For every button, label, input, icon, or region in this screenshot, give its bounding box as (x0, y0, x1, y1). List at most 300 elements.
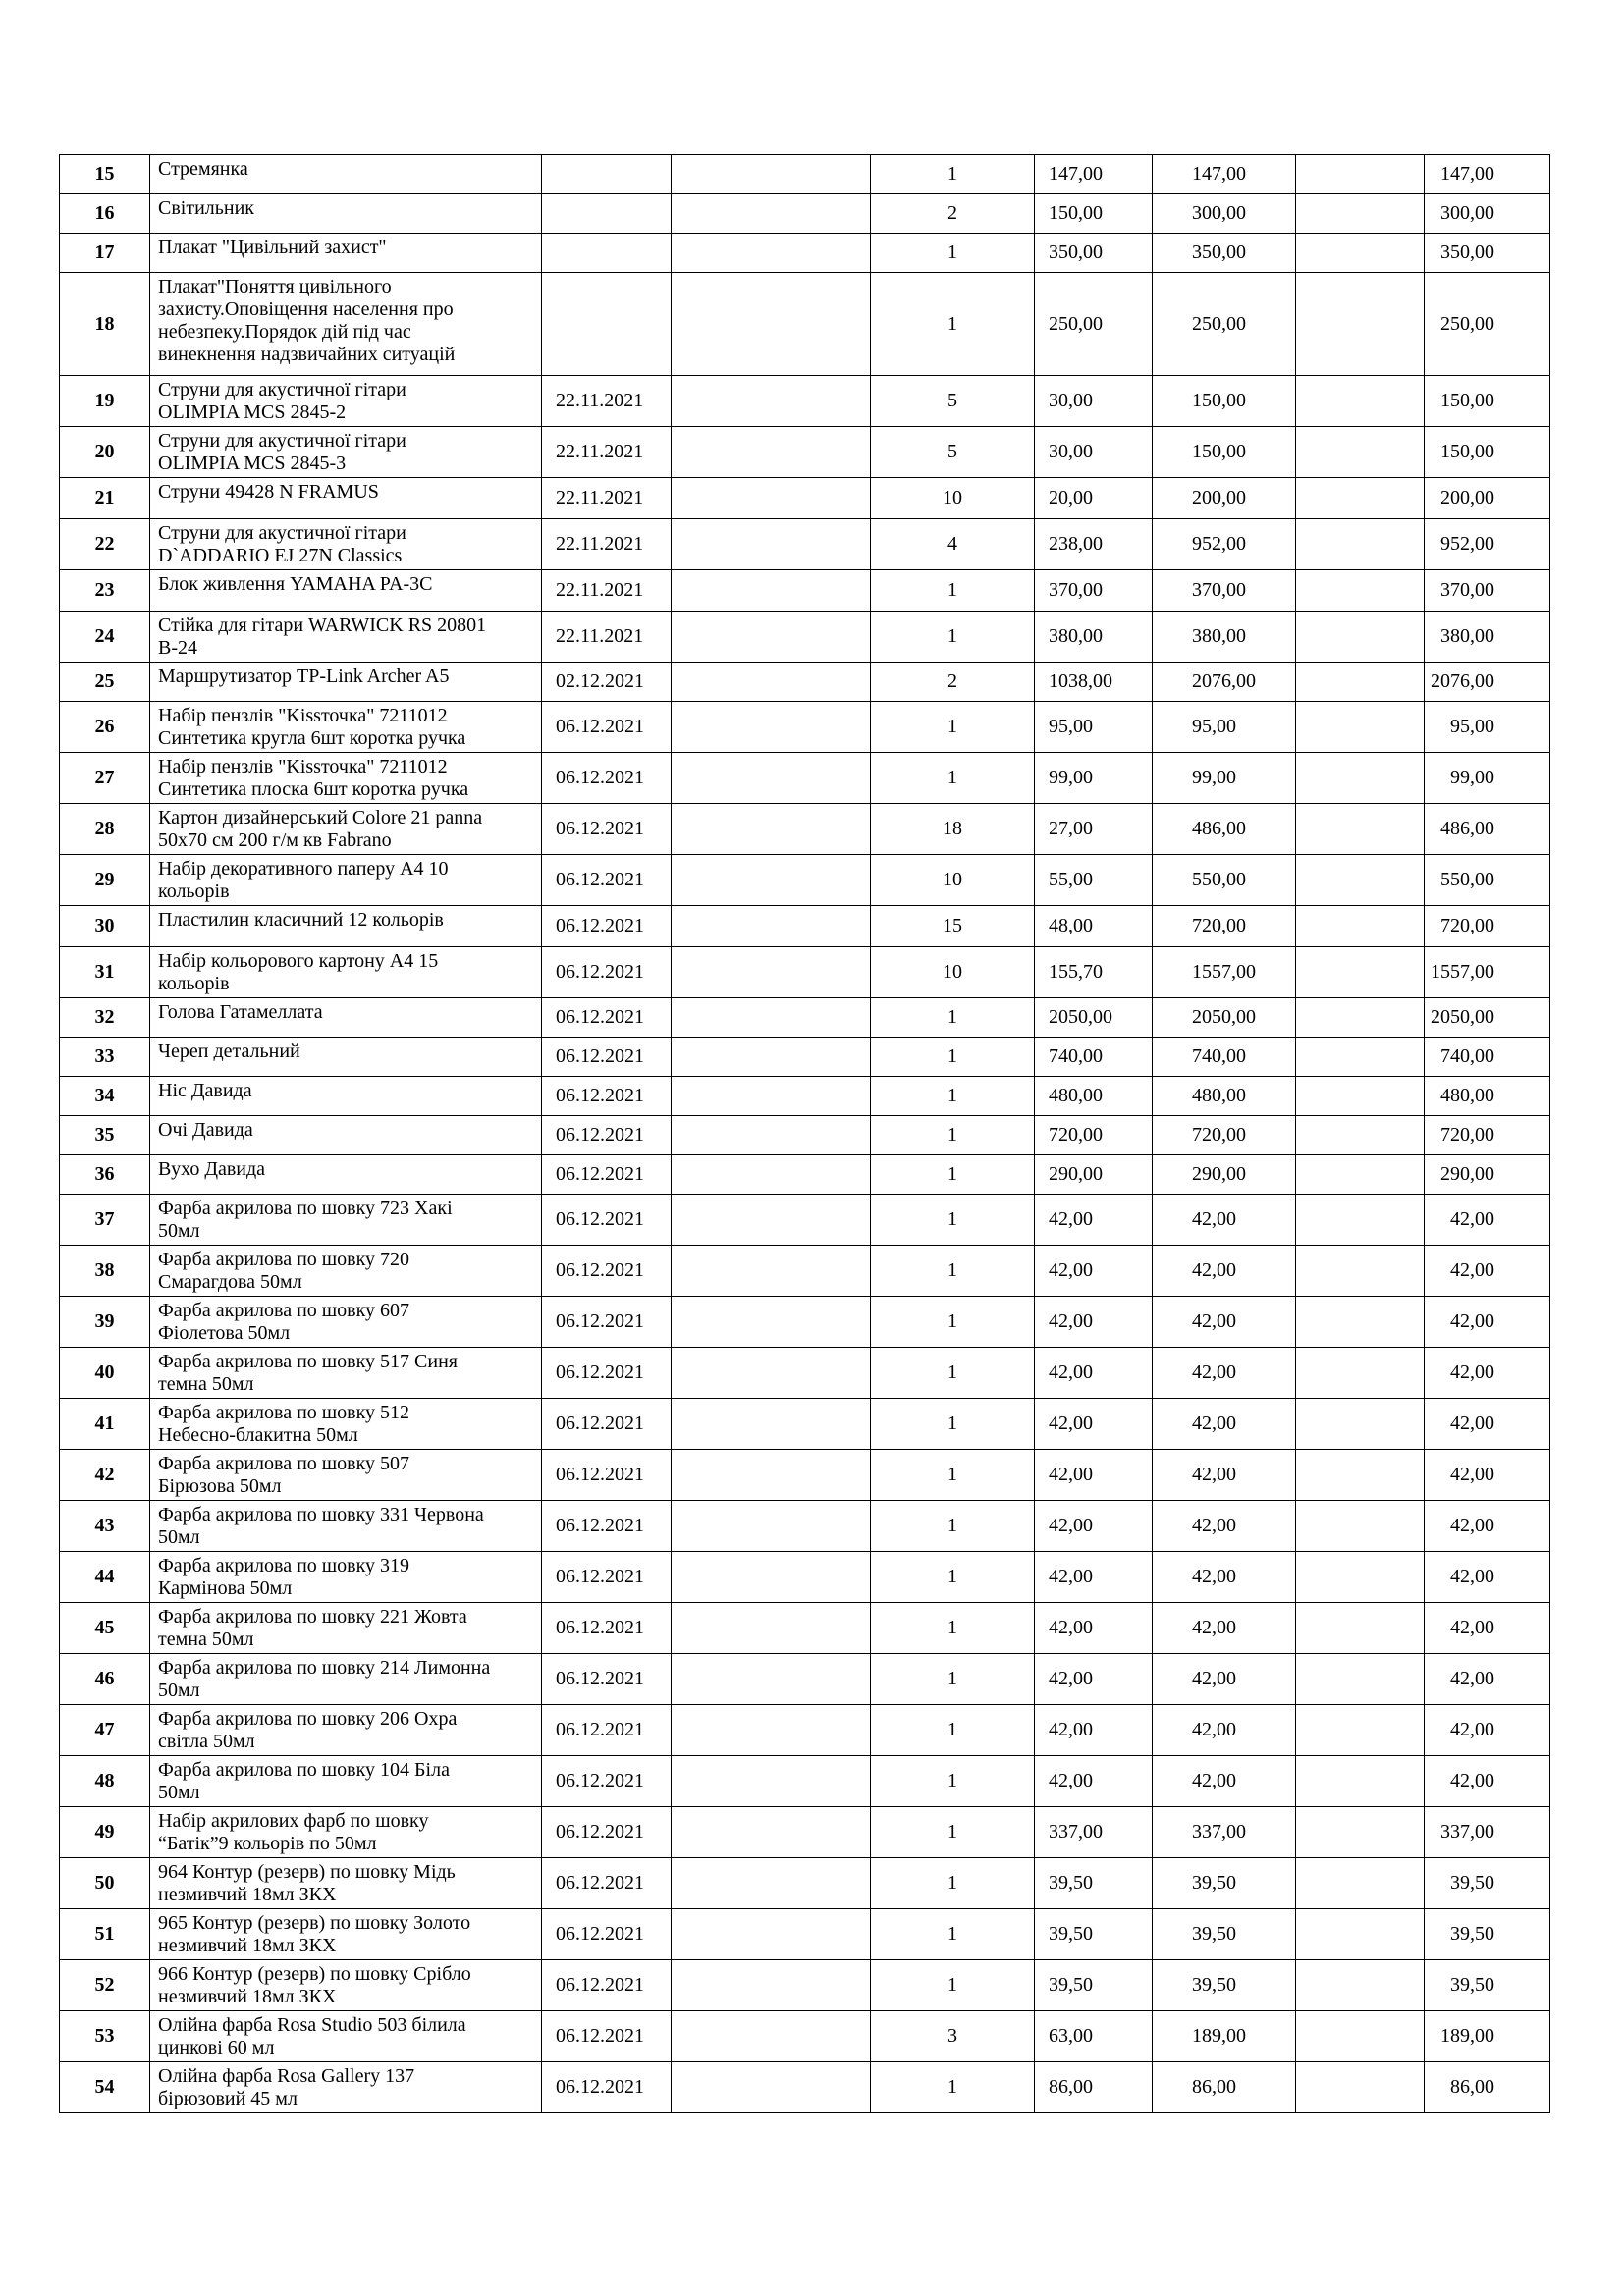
item-extra (1296, 663, 1425, 702)
item-price: 39,50 (1035, 1858, 1153, 1909)
item-date: 06.12.2021 (542, 1909, 672, 1960)
item-quantity: 1 (871, 1399, 1035, 1450)
row-number: 35 (60, 1116, 150, 1155)
item-price: 42,00 (1035, 1552, 1153, 1603)
row-number: 50 (60, 1858, 150, 1909)
item-date: 06.12.2021 (542, 1960, 672, 2011)
item-sum: 86,00 (1153, 2062, 1296, 2113)
item-price: 27,00 (1035, 804, 1153, 855)
table-row (60, 855, 1550, 906)
table-row (60, 1858, 1550, 1909)
item-unit (672, 663, 871, 702)
item-date: 22.11.2021 (542, 612, 672, 663)
item-unit (672, 1705, 871, 1756)
item-sum: 42,00 (1153, 1195, 1296, 1246)
item-date: 06.12.2021 (542, 1603, 672, 1654)
item-quantity: 18 (871, 804, 1035, 855)
item-sum: 95,00 (1153, 702, 1296, 753)
item-sum: 99,00 (1153, 753, 1296, 804)
item-extra (1296, 1960, 1425, 2011)
table-row (60, 804, 1550, 855)
item-total: 147,00 (1425, 155, 1550, 194)
item-quantity: 10 (871, 947, 1035, 998)
item-extra (1296, 519, 1425, 570)
item-sum: 150,00 (1153, 376, 1296, 427)
item-extra (1296, 1909, 1425, 1960)
table-row (60, 1654, 1550, 1705)
item-quantity: 2 (871, 194, 1035, 234)
item-quantity: 1 (871, 1756, 1035, 1807)
item-extra (1296, 2062, 1425, 2113)
item-sum: 42,00 (1153, 1705, 1296, 1756)
row-number: 47 (60, 1705, 150, 1756)
item-name: Струни для акустичної гітари D`ADDARIO EJ 27N Classics (150, 519, 542, 570)
row-number: 44 (60, 1552, 150, 1603)
table-row (60, 1603, 1550, 1654)
item-extra (1296, 1038, 1425, 1077)
item-quantity: 1 (871, 155, 1035, 194)
item-total: 95,00 (1425, 702, 1550, 753)
row-number: 26 (60, 702, 150, 753)
table-row (60, 702, 1550, 753)
item-unit (672, 1756, 871, 1807)
item-date: 06.12.2021 (542, 947, 672, 998)
row-number: 29 (60, 855, 150, 906)
table-row (60, 1246, 1550, 1297)
item-quantity: 1 (871, 1501, 1035, 1552)
item-sum: 380,00 (1153, 612, 1296, 663)
item-total: 952,00 (1425, 519, 1550, 570)
item-total: 337,00 (1425, 1807, 1550, 1858)
item-total: 42,00 (1425, 1399, 1550, 1450)
item-date: 06.12.2021 (542, 1501, 672, 1552)
item-name: Фарба акрилова по шовку 206 Охра світла 50мл (150, 1705, 542, 1756)
item-total: 42,00 (1425, 1603, 1550, 1654)
item-extra (1296, 1858, 1425, 1909)
item-extra (1296, 1756, 1425, 1807)
item-unit (672, 998, 871, 1038)
item-total: 1557,00 (1425, 947, 1550, 998)
table-row (60, 273, 1550, 376)
item-extra (1296, 1297, 1425, 1348)
row-number: 27 (60, 753, 150, 804)
item-extra (1296, 427, 1425, 478)
item-total: 39,50 (1425, 1960, 1550, 2011)
item-unit (672, 612, 871, 663)
item-sum: 480,00 (1153, 1077, 1296, 1116)
item-sum: 337,00 (1153, 1807, 1296, 1858)
item-date: 06.12.2021 (542, 2011, 672, 2062)
item-name: 965 Контур (резерв) по шовку Золото незмивчий 18мл ЗКХ (150, 1909, 542, 1960)
item-sum: 42,00 (1153, 1552, 1296, 1603)
item-date: 06.12.2021 (542, 1038, 672, 1077)
item-extra (1296, 2011, 1425, 2062)
item-name: Набір акрилових фарб по шовку “Батік”9 кольорів по 50мл (150, 1807, 542, 1858)
item-unit (672, 1858, 871, 1909)
table-row (60, 1348, 1550, 1399)
item-unit (672, 194, 871, 234)
table-row (60, 1116, 1550, 1155)
item-sum: 42,00 (1153, 1246, 1296, 1297)
item-date: 22.11.2021 (542, 376, 672, 427)
item-date: 22.11.2021 (542, 427, 672, 478)
item-date: 06.12.2021 (542, 1348, 672, 1399)
table-row (60, 1756, 1550, 1807)
item-date: 06.12.2021 (542, 1654, 672, 1705)
item-total: 42,00 (1425, 1756, 1550, 1807)
item-unit (672, 273, 871, 376)
row-number: 33 (60, 1038, 150, 1077)
item-price: 48,00 (1035, 906, 1153, 947)
item-extra (1296, 612, 1425, 663)
item-date: 06.12.2021 (542, 1399, 672, 1450)
row-number: 38 (60, 1246, 150, 1297)
item-name: Ніс Давида (150, 1077, 542, 1116)
item-name: Олійна фарба Rosa Gallery 137 бірюзовий 45 мл (150, 2062, 542, 2113)
table-row (60, 2062, 1550, 2113)
item-sum: 200,00 (1153, 478, 1296, 519)
item-sum: 42,00 (1153, 1348, 1296, 1399)
item-total: 189,00 (1425, 2011, 1550, 2062)
item-quantity: 1 (871, 753, 1035, 804)
item-sum: 2050,00 (1153, 998, 1296, 1038)
item-name: Струни для акустичної гітари OLIMPIA MCS 2845-3 (150, 427, 542, 478)
item-sum: 42,00 (1153, 1603, 1296, 1654)
item-extra (1296, 1399, 1425, 1450)
table-row (60, 998, 1550, 1038)
item-date: 06.12.2021 (542, 1552, 672, 1603)
item-unit (672, 1116, 871, 1155)
item-sum: 42,00 (1153, 1399, 1296, 1450)
item-total: 720,00 (1425, 1116, 1550, 1155)
table-row (60, 1807, 1550, 1858)
table-body (60, 155, 1550, 2113)
row-number: 28 (60, 804, 150, 855)
table-row (60, 570, 1550, 612)
item-quantity: 1 (871, 1246, 1035, 1297)
table-row (60, 234, 1550, 273)
row-number: 18 (60, 273, 150, 376)
item-date: 22.11.2021 (542, 519, 672, 570)
item-extra (1296, 1552, 1425, 1603)
item-sum: 290,00 (1153, 1155, 1296, 1195)
item-name: Голова Гатамеллата (150, 998, 542, 1038)
row-number: 48 (60, 1756, 150, 1807)
item-price: 42,00 (1035, 1297, 1153, 1348)
item-price: 99,00 (1035, 753, 1153, 804)
item-quantity: 1 (871, 1705, 1035, 1756)
item-date: 22.11.2021 (542, 570, 672, 612)
item-name: 966 Контур (резерв) по шовку Срібло незмивчий 18мл ЗКХ (150, 1960, 542, 2011)
item-name: Струни для акустичної гітари OLIMPIA MCS 2845-2 (150, 376, 542, 427)
item-extra (1296, 273, 1425, 376)
item-date: 06.12.2021 (542, 1077, 672, 1116)
item-total: 39,50 (1425, 1858, 1550, 1909)
item-extra (1296, 1077, 1425, 1116)
item-total: 86,00 (1425, 2062, 1550, 2113)
item-unit (672, 570, 871, 612)
item-name: Плакат "Цивільний захист" (150, 234, 542, 273)
item-unit (672, 1155, 871, 1195)
item-name: 964 Контур (резерв) по шовку Мідь незмивчий 18мл ЗКХ (150, 1858, 542, 1909)
item-sum: 486,00 (1153, 804, 1296, 855)
item-total: 2076,00 (1425, 663, 1550, 702)
table-row (60, 155, 1550, 194)
item-price: 290,00 (1035, 1155, 1153, 1195)
item-name: Маршрутизатор TP-Link Archer A5 (150, 663, 542, 702)
item-price: 147,00 (1035, 155, 1153, 194)
item-total: 350,00 (1425, 234, 1550, 273)
item-unit (672, 906, 871, 947)
item-price: 720,00 (1035, 1116, 1153, 1155)
row-number: 42 (60, 1450, 150, 1501)
item-extra (1296, 947, 1425, 998)
item-total: 42,00 (1425, 1195, 1550, 1246)
table-row (60, 194, 1550, 234)
table-row (60, 947, 1550, 998)
item-price: 250,00 (1035, 273, 1153, 376)
item-unit (672, 1038, 871, 1077)
item-unit (672, 947, 871, 998)
item-quantity: 1 (871, 1552, 1035, 1603)
item-sum: 952,00 (1153, 519, 1296, 570)
item-unit (672, 1195, 871, 1246)
item-unit (672, 1909, 871, 1960)
row-number: 21 (60, 478, 150, 519)
item-extra (1296, 702, 1425, 753)
item-quantity: 5 (871, 427, 1035, 478)
table-row (60, 1195, 1550, 1246)
item-sum: 720,00 (1153, 1116, 1296, 1155)
item-price: 95,00 (1035, 702, 1153, 753)
item-sum: 39,50 (1153, 1858, 1296, 1909)
row-number: 20 (60, 427, 150, 478)
item-extra (1296, 1246, 1425, 1297)
item-quantity: 10 (871, 478, 1035, 519)
item-price: 480,00 (1035, 1077, 1153, 1116)
item-name: Пластилин класичний 12 кольорів (150, 906, 542, 947)
item-total: 42,00 (1425, 1297, 1550, 1348)
item-date: 06.12.2021 (542, 998, 672, 1038)
item-name: Плакат"Поняття цивільного захисту.Оповіщення населення про небезпеку.Порядок дій під час винекнення надзвичайних ситуацій (150, 273, 542, 376)
item-name: Фарба акрилова по шовку 221 Жовта темна 50мл (150, 1603, 542, 1654)
table-row (60, 1399, 1550, 1450)
item-unit (672, 2062, 871, 2113)
item-date: 06.12.2021 (542, 1116, 672, 1155)
item-name: Череп детальний (150, 1038, 542, 1077)
item-date: 06.12.2021 (542, 1297, 672, 1348)
item-quantity: 1 (871, 1807, 1035, 1858)
item-unit (672, 427, 871, 478)
item-price: 155,70 (1035, 947, 1153, 998)
table-row (60, 1960, 1550, 2011)
item-date: 06.12.2021 (542, 906, 672, 947)
item-sum: 39,50 (1153, 1909, 1296, 1960)
item-quantity: 1 (871, 2062, 1035, 2113)
item-quantity: 2 (871, 663, 1035, 702)
item-quantity: 10 (871, 855, 1035, 906)
item-sum: 42,00 (1153, 1501, 1296, 1552)
item-sum: 189,00 (1153, 2011, 1296, 2062)
item-unit (672, 1450, 871, 1501)
item-unit (672, 1654, 871, 1705)
item-name: Світильник (150, 194, 542, 234)
row-number: 37 (60, 1195, 150, 1246)
row-number: 51 (60, 1909, 150, 1960)
item-name: Набір пензлів "Kissточка" 7211012 Синтетика плоска 6шт коротка ручка (150, 753, 542, 804)
item-unit (672, 234, 871, 273)
item-price: 39,50 (1035, 1909, 1153, 1960)
item-quantity: 1 (871, 1450, 1035, 1501)
item-price: 42,00 (1035, 1501, 1153, 1552)
item-quantity: 1 (871, 1038, 1035, 1077)
item-total: 486,00 (1425, 804, 1550, 855)
item-price: 370,00 (1035, 570, 1153, 612)
item-name: Стремянка (150, 155, 542, 194)
item-quantity: 4 (871, 519, 1035, 570)
item-quantity: 1 (871, 1348, 1035, 1399)
item-sum: 42,00 (1153, 1654, 1296, 1705)
table-row (60, 612, 1550, 663)
item-sum: 2076,00 (1153, 663, 1296, 702)
table-row (60, 478, 1550, 519)
item-price: 42,00 (1035, 1654, 1153, 1705)
item-total: 42,00 (1425, 1552, 1550, 1603)
item-total: 720,00 (1425, 906, 1550, 947)
item-quantity: 1 (871, 702, 1035, 753)
item-price: 42,00 (1035, 1756, 1153, 1807)
item-price: 42,00 (1035, 1399, 1153, 1450)
item-sum: 42,00 (1153, 1297, 1296, 1348)
item-name: Вухо Давида (150, 1155, 542, 1195)
row-number: 43 (60, 1501, 150, 1552)
item-unit (672, 1399, 871, 1450)
item-date: 22.11.2021 (542, 478, 672, 519)
row-number: 22 (60, 519, 150, 570)
item-sum: 250,00 (1153, 273, 1296, 376)
row-number: 39 (60, 1297, 150, 1348)
table-row (60, 906, 1550, 947)
table-row (60, 1077, 1550, 1116)
item-extra (1296, 570, 1425, 612)
table-row (60, 1705, 1550, 1756)
item-price: 1038,00 (1035, 663, 1153, 702)
item-extra (1296, 753, 1425, 804)
item-extra (1296, 155, 1425, 194)
item-total: 42,00 (1425, 1501, 1550, 1552)
item-quantity: 1 (871, 1654, 1035, 1705)
item-extra (1296, 998, 1425, 1038)
item-date: 02.12.2021 (542, 663, 672, 702)
item-unit (672, 1297, 871, 1348)
item-quantity: 1 (871, 1297, 1035, 1348)
item-price: 42,00 (1035, 1603, 1153, 1654)
row-number: 30 (60, 906, 150, 947)
item-name: Фарба акрилова по шовку 104 Біла 50мл (150, 1756, 542, 1807)
item-total: 550,00 (1425, 855, 1550, 906)
item-total: 290,00 (1425, 1155, 1550, 1195)
item-name: Фарба акрилова по шовку 517 Синя темна 50мл (150, 1348, 542, 1399)
item-unit (672, 804, 871, 855)
item-date (542, 194, 672, 234)
item-sum: 147,00 (1153, 155, 1296, 194)
item-total: 42,00 (1425, 1450, 1550, 1501)
item-date: 06.12.2021 (542, 1858, 672, 1909)
item-price: 150,00 (1035, 194, 1153, 234)
item-name: Набір декоративного паперу А4 10 кольорів (150, 855, 542, 906)
item-extra (1296, 906, 1425, 947)
table-row (60, 1450, 1550, 1501)
item-quantity: 1 (871, 1195, 1035, 1246)
item-sum: 1557,00 (1153, 947, 1296, 998)
item-name: Фарба акрилова по шовку 720 Смарагдова 50мл (150, 1246, 542, 1297)
item-extra (1296, 1603, 1425, 1654)
item-total: 200,00 (1425, 478, 1550, 519)
item-sum: 350,00 (1153, 234, 1296, 273)
item-total: 480,00 (1425, 1077, 1550, 1116)
item-price: 42,00 (1035, 1348, 1153, 1399)
item-unit (672, 155, 871, 194)
item-date (542, 273, 672, 376)
item-price: 86,00 (1035, 2062, 1153, 2113)
item-price: 55,00 (1035, 855, 1153, 906)
item-sum: 550,00 (1153, 855, 1296, 906)
item-total: 42,00 (1425, 1705, 1550, 1756)
item-extra (1296, 1705, 1425, 1756)
item-quantity: 1 (871, 612, 1035, 663)
item-price: 337,00 (1035, 1807, 1153, 1858)
item-quantity: 1 (871, 273, 1035, 376)
table-row (60, 2011, 1550, 2062)
item-date: 06.12.2021 (542, 1450, 672, 1501)
item-name: Фарба акрилова по шовку 507 Бірюзова 50мл (150, 1450, 542, 1501)
item-date: 06.12.2021 (542, 1246, 672, 1297)
item-date: 06.12.2021 (542, 1705, 672, 1756)
item-quantity: 1 (871, 1116, 1035, 1155)
item-extra (1296, 1654, 1425, 1705)
item-quantity: 5 (871, 376, 1035, 427)
item-name: Фарба акрилова по шовку 607 Фіолетова 50мл (150, 1297, 542, 1348)
item-unit (672, 1960, 871, 2011)
item-name: Фарба акрилова по шовку 723 Хакі 50мл (150, 1195, 542, 1246)
item-price: 238,00 (1035, 519, 1153, 570)
item-total: 150,00 (1425, 376, 1550, 427)
item-unit (672, 1552, 871, 1603)
item-date: 06.12.2021 (542, 855, 672, 906)
item-extra (1296, 376, 1425, 427)
item-total: 39,50 (1425, 1909, 1550, 1960)
item-total: 740,00 (1425, 1038, 1550, 1077)
table-row (60, 376, 1550, 427)
item-total: 99,00 (1425, 753, 1550, 804)
item-date: 06.12.2021 (542, 804, 672, 855)
item-unit (672, 1348, 871, 1399)
item-extra (1296, 1155, 1425, 1195)
item-quantity: 1 (871, 1155, 1035, 1195)
item-price: 30,00 (1035, 376, 1153, 427)
item-extra (1296, 1116, 1425, 1155)
item-sum: 720,00 (1153, 906, 1296, 947)
item-sum: 370,00 (1153, 570, 1296, 612)
item-price: 42,00 (1035, 1246, 1153, 1297)
item-extra (1296, 194, 1425, 234)
item-name: Набір пензлів "Kissточка" 7211012 Синтетика кругла 6шт коротка ручка (150, 702, 542, 753)
item-date: 06.12.2021 (542, 702, 672, 753)
row-number: 45 (60, 1603, 150, 1654)
item-sum: 39,50 (1153, 1960, 1296, 2011)
row-number: 41 (60, 1399, 150, 1450)
item-sum: 42,00 (1153, 1756, 1296, 1807)
